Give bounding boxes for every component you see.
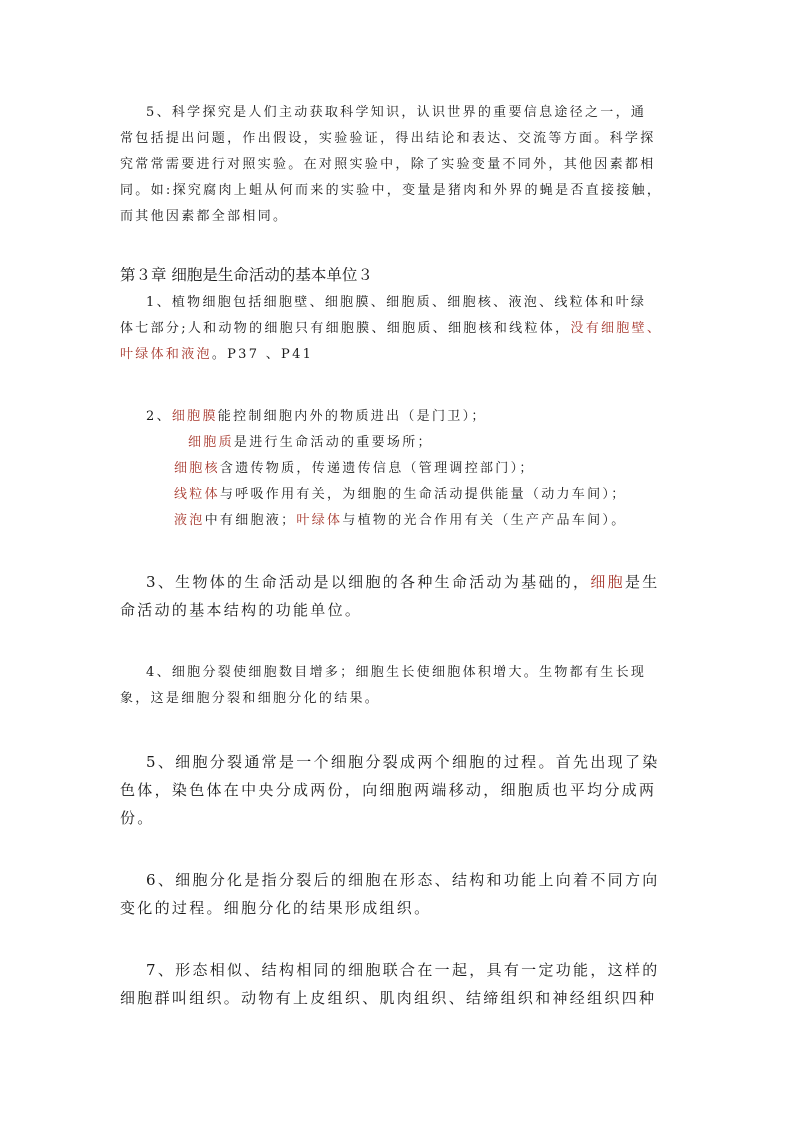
paragraph-line: 色体，染色体在中央分成两份，向细胞两端移动，细胞质也平均分成两: [120, 781, 657, 799]
paragraph-line: 1、植物细胞包括细胞壁、细胞膜、细胞质、细胞核、液泡、线粒体和叶绿: [146, 295, 647, 310]
term-cell-membrane: 细胞膜: [171, 409, 218, 424]
paragraph-line: 4、细胞分裂使细胞数目增多；细胞生长使细胞体积增大。生物都有生长现: [146, 665, 647, 680]
plain-text: 体七部分;人和动物的细胞只有细胞膜、细胞质、细胞核和线粒体，: [120, 321, 571, 336]
paragraph-cell-differentiation: [120, 866, 680, 922]
organelle-item-vacuole: [174, 508, 627, 534]
paragraph-line: 7、形态相似、结构相同的细胞联合在一起，具有一定功能，这样的: [146, 961, 660, 979]
organelle-item-nucleus: [174, 456, 535, 482]
highlight-text: 细胞: [590, 573, 625, 591]
paragraph-line: 而其他因素都全部相同。: [120, 209, 289, 224]
term-description: 与呼吸作用有关，为细胞的生命活动提供能量（动力车间）；: [219, 487, 627, 502]
organelle-item-membrane: [146, 404, 487, 430]
paragraph-line: [120, 342, 680, 368]
term-cytoplasm: 细胞质: [188, 435, 234, 450]
paragraph-line: 变化的过程。细胞分化的结果形成组织。: [120, 899, 432, 917]
paragraph-science-inquiry: [120, 100, 680, 230]
paragraph-line: 常包括提出问题，作出假设，实验验证，得出结论和表达、交流等方面。科学探: [120, 131, 656, 146]
paragraph-growth: [120, 660, 680, 712]
organelle-item-mitochondria: [174, 482, 627, 508]
paragraph-line: 6、细胞分化是指分裂后的细胞在形态、结构和功能上向着不同方向: [146, 871, 660, 889]
paragraph-line: 究常常需要进行对照实验。在对照实验中，除了实验变量不同外，其他因素都相: [120, 157, 656, 172]
plain-text: 3、生物体的生命活动是以细胞的各种生命活动为基础的，: [146, 573, 591, 591]
term-chloroplast: 叶绿体: [296, 513, 343, 528]
paragraph-cell-structure: [120, 290, 680, 368]
highlight-text: 叶绿体和液泡: [120, 347, 212, 362]
paragraph-line: 5、科学探究是人们主动获取科学知识，认识世界的重要信息途径之一，通: [146, 105, 647, 120]
paragraph-line: 命活动的基本结构的功能单位。: [120, 601, 363, 619]
plain-text: 。P37 、P41: [211, 347, 314, 362]
term-description: 能控制细胞内外的物质进出（是门卫）；: [217, 409, 487, 424]
paragraph-line: 同。如:探究腐肉上蛆从何而来的实验中，变量是猪肉和外界的蝇是否直接接触，: [120, 183, 663, 198]
paragraph-line: 象，这是细胞分裂和细胞分化的结果。: [120, 691, 381, 706]
plain-text: 是生: [624, 573, 660, 591]
term-nucleus: 细胞核: [174, 461, 220, 476]
organelle-item-cytoplasm: [188, 430, 433, 456]
item-number: 2、: [146, 409, 172, 424]
paragraph-line: 5、细胞分裂通常是一个细胞分裂成两个细胞的过程。首先出现了染: [146, 753, 660, 771]
paragraph-cell-division: [120, 748, 680, 832]
term-description: 与植物的光合作用有关（生产产品车间）。: [342, 513, 627, 528]
paragraph-line: [120, 568, 680, 596]
paragraph-line: [120, 316, 680, 342]
paragraph-line: 份。: [120, 809, 155, 827]
paragraph-tissue: [120, 956, 680, 1012]
term-description: 是进行生命活动的重要场所；: [233, 435, 433, 450]
chapter-title: 第３章 细胞是生命活动的基本单位３: [120, 266, 373, 284]
paragraph-basic-unit: [120, 568, 680, 624]
paragraph-line: 细胞群叫组织。动物有上皮组织、肌肉组织、结缔组织和神经组织四种: [120, 989, 657, 1007]
term-vacuole: 液泡: [174, 513, 205, 528]
highlight-text: 没有细胞壁、: [570, 321, 663, 336]
term-description: 中有细胞液；: [204, 513, 297, 528]
term-mitochondria: 线粒体: [174, 487, 220, 502]
term-description: 含遗传物质，传递遗传信息（管理调控部门）；: [219, 461, 535, 476]
